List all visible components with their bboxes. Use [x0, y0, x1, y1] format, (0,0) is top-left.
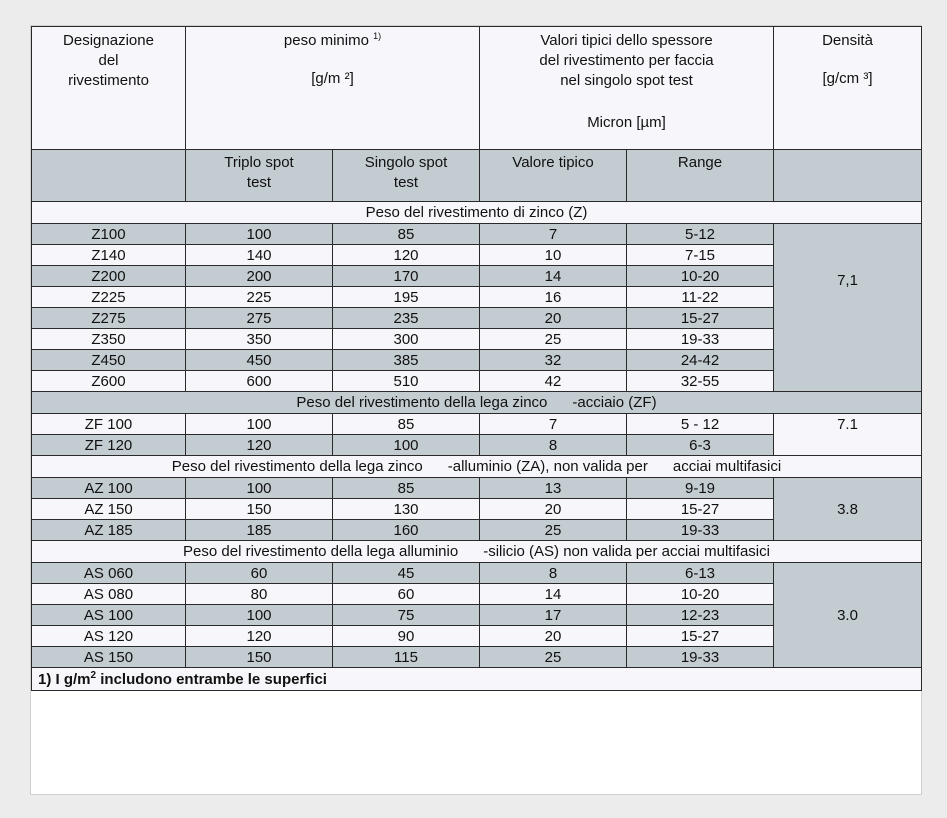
header-designazione-line-1: Designazione	[63, 32, 154, 49]
density-cell-za: 3.8	[774, 478, 922, 541]
density-cell-zf: 7.1	[774, 414, 922, 456]
cell-singolo: 75	[333, 605, 480, 626]
cell-singolo: 300	[333, 329, 480, 350]
cell-designation: AS 080	[32, 584, 186, 605]
cell-designation: Z450	[32, 350, 186, 371]
cell-singolo: 85	[333, 478, 480, 499]
coating-weight-table	[31, 26, 922, 691]
cell-range: 15-27	[627, 626, 774, 647]
cell-range: 10-20	[627, 266, 774, 287]
cell-range: 24-42	[627, 350, 774, 371]
cell-singolo: 160	[333, 520, 480, 541]
cell-triplo: 100	[186, 478, 333, 499]
cell-range: 6-3	[627, 435, 774, 456]
cell-range: 19-33	[627, 520, 774, 541]
header-densita-unit: [g/cm ³]	[822, 70, 873, 87]
footnote-prefix: 1) I g/m	[38, 670, 91, 688]
cell-designation: Z100	[32, 224, 186, 245]
cell-valore: 8	[480, 435, 627, 456]
density-cell-z: 7,1	[774, 224, 922, 392]
cell-designation: Z275	[32, 308, 186, 329]
subheader-triplo	[186, 150, 333, 202]
cell-triplo: 140	[186, 245, 333, 266]
cell-range: 6-13	[627, 563, 774, 584]
cell-designation: AS 060	[32, 563, 186, 584]
cell-valore: 42	[480, 371, 627, 392]
section-title-row-as	[32, 541, 922, 563]
footnote	[32, 668, 922, 691]
cell-triplo: 185	[186, 520, 333, 541]
header-valori-line-1: Valori tipici dello spessore	[540, 32, 713, 49]
subheader-valore: Valore tipico	[480, 150, 627, 202]
table-row	[32, 563, 922, 584]
section-title-z: Peso del rivestimento di zinco (Z)	[32, 202, 922, 224]
cell-valore: 25	[480, 647, 627, 668]
header-row	[32, 27, 922, 150]
cell-singolo: 130	[333, 499, 480, 520]
cell-valore: 13	[480, 478, 627, 499]
table-row	[32, 414, 922, 435]
cell-singolo: 90	[333, 626, 480, 647]
cell-valore: 25	[480, 329, 627, 350]
cell-triplo: 450	[186, 350, 333, 371]
cell-designation: AS 150	[32, 647, 186, 668]
cell-triplo: 120	[186, 626, 333, 647]
table-row	[32, 224, 922, 245]
subheader-empty-right	[774, 150, 922, 202]
cell-triplo: 200	[186, 266, 333, 287]
cell-valore: 17	[480, 605, 627, 626]
header-densita-title: Densità	[822, 32, 873, 49]
cell-range: 10-20	[627, 584, 774, 605]
cell-range: 15-27	[627, 308, 774, 329]
cell-singolo: 195	[333, 287, 480, 308]
section-title-row-z	[32, 202, 922, 224]
cell-singolo: 85	[333, 414, 480, 435]
cell-valore: 20	[480, 308, 627, 329]
cell-singolo: 170	[333, 266, 480, 287]
cell-designation: AZ 150	[32, 499, 186, 520]
cell-valore: 32	[480, 350, 627, 371]
cell-designation: Z225	[32, 287, 186, 308]
cell-valore: 16	[480, 287, 627, 308]
cell-singolo: 45	[333, 563, 480, 584]
header-peso-unit: [g/m ²]	[311, 70, 354, 87]
table-row	[32, 478, 922, 499]
cell-triplo: 100	[186, 224, 333, 245]
cell-designation: Z200	[32, 266, 186, 287]
cell-range: 19-33	[627, 329, 774, 350]
section-title-row-za	[32, 456, 922, 478]
cell-range: 32-55	[627, 371, 774, 392]
footnote-row	[32, 668, 922, 691]
cell-triplo: 225	[186, 287, 333, 308]
cell-range: 12-23	[627, 605, 774, 626]
cell-triplo: 100	[186, 605, 333, 626]
cell-valore: 20	[480, 626, 627, 647]
cell-triplo: 150	[186, 499, 333, 520]
cell-designation: Z600	[32, 371, 186, 392]
cell-range: 7-15	[627, 245, 774, 266]
cell-valore: 7	[480, 414, 627, 435]
cell-triplo: 120	[186, 435, 333, 456]
subheader-empty-left	[32, 150, 186, 202]
cell-valore: 14	[480, 266, 627, 287]
cell-designation: Z140	[32, 245, 186, 266]
cell-valore: 14	[480, 584, 627, 605]
subheader-row	[32, 150, 922, 202]
cell-triplo: 60	[186, 563, 333, 584]
cell-triplo: 150	[186, 647, 333, 668]
header-valori-line-2: del rivestimento per faccia	[539, 52, 714, 69]
subheader-singolo	[333, 150, 480, 202]
cell-designation: AS 100	[32, 605, 186, 626]
cell-triplo: 600	[186, 371, 333, 392]
header-densita	[774, 27, 922, 150]
cell-range: 5 - 12	[627, 414, 774, 435]
coating-table-sheet	[30, 25, 922, 795]
cell-singolo: 100	[333, 435, 480, 456]
cell-valore: 20	[480, 499, 627, 520]
section-title-zf: Peso del rivestimento della lega zinco -acciaio (ZF)	[32, 392, 922, 414]
cell-valore: 10	[480, 245, 627, 266]
cell-designation: ZF 100	[32, 414, 186, 435]
subheader-triplo-line-1: Triplo spot	[224, 154, 294, 171]
header-valori-tipici	[480, 27, 774, 150]
subheader-singolo-line-2: test	[393, 174, 419, 191]
cell-singolo: 510	[333, 371, 480, 392]
cell-range: 19-33	[627, 647, 774, 668]
header-peso-minimo	[186, 27, 480, 150]
cell-designation: ZF 120	[32, 435, 186, 456]
cell-range: 15-27	[627, 499, 774, 520]
cell-range: 9-19	[627, 478, 774, 499]
section-title-row-zf	[32, 392, 922, 414]
cell-designation: AZ 185	[32, 520, 186, 541]
section-title-za: Peso del rivestimento della lega zinco -alluminio (ZA), non valida per acciai multifasici	[32, 456, 922, 478]
subheader-singolo-line-1: Singolo spot	[364, 154, 448, 171]
cell-valore: 7	[480, 224, 627, 245]
header-valori-unit: Micron [µm]	[587, 114, 666, 131]
cell-triplo: 80	[186, 584, 333, 605]
subheader-range: Range	[627, 150, 774, 202]
cell-valore: 8	[480, 563, 627, 584]
cell-triplo: 275	[186, 308, 333, 329]
cell-singolo: 85	[333, 224, 480, 245]
cell-designation: Z350	[32, 329, 186, 350]
header-peso-note: 1)	[373, 31, 382, 41]
header-valori-line-3: nel singolo spot test	[560, 72, 693, 89]
cell-singolo: 235	[333, 308, 480, 329]
header-designazione-line-3: rivestimento	[68, 72, 149, 89]
footnote-sup: 2	[90, 669, 97, 681]
cell-triplo: 100	[186, 414, 333, 435]
cell-singolo: 60	[333, 584, 480, 605]
cell-range: 11-22	[627, 287, 774, 308]
cell-singolo: 385	[333, 350, 480, 371]
header-designazione-line-2: del	[98, 52, 119, 69]
cell-valore: 25	[480, 520, 627, 541]
cell-triplo: 350	[186, 329, 333, 350]
cell-designation: AS 120	[32, 626, 186, 647]
density-cell-as: 3.0	[774, 563, 922, 668]
cell-range: 5-12	[627, 224, 774, 245]
cell-designation: AZ 100	[32, 478, 186, 499]
cell-singolo: 120	[333, 245, 480, 266]
header-designazione	[32, 27, 186, 150]
cell-singolo: 115	[333, 647, 480, 668]
subheader-triplo-line-2: test	[246, 174, 272, 191]
footnote-suffix: includono entrambe le superfici	[96, 670, 327, 688]
section-title-as: Peso del rivestimento della lega alluminio -silicio (AS) non valida per acciai multifasici	[32, 541, 922, 563]
header-peso-title: peso minimo	[283, 32, 369, 49]
